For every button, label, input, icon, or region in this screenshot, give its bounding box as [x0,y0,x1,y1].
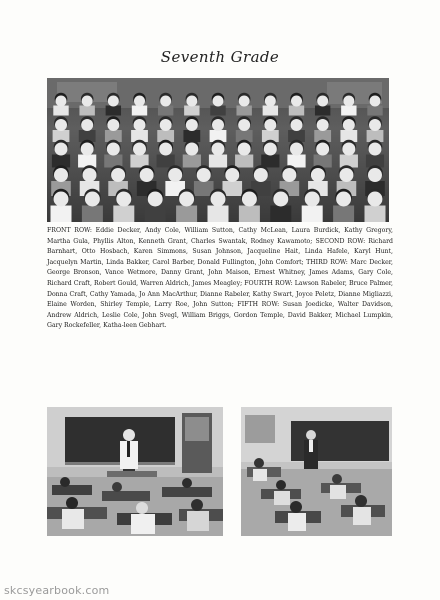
classroom-photo-desks [241,407,392,536]
site-watermark: skcsyearbook.com [4,584,110,597]
photo-caption: FRONT ROW: Eddie Decker, Andy Cole, William Sutton, Cathy McLean, Laura Burdick, Kathy Gregory, Martha Gula, Phyllis Alton, Kenneth Grant, Charles Swantak, Rodney Kawamoto; SECOND ROW: Richard Barnhart, Otto Hosbach, Karen Simmons, Susan Johnson, Jacqueline Hait, Linda Hafele, Karyl Hunt, Jacquelyn Martin, Linda Bakker, Carol Barber, Donald Fullington, John Comfort; THIRD ROW: Marc Decker, George Bronson, Vance Wetmore, Danny Grant, John Maison, Ernest Whitney, James Adams, Gary Cole, Richard Craft, Robert Gould, Warren Aldrich, James Meagley; FOURTH ROW: Lawson Rabeler, Bruce Palmer, Donna Craft, Cathy Yamada, Jo Ann MacArthur, Dianne Rabeler, Kathy Swart, Joyce Peletz, Dianne Migliazzi, Elaine Worden, Shirley Temple, Larry Roe, John Sutton; FIFTH ROW: Susan Joedicke, Walter Davidson, Andrew Aldrich, Leslie Cole, John Svegl, William Briggs, Gordon Temple, David Bakker, Michael Lumpkin, Gary Rockefeller, Katha-leen Gebhart. [47,227,393,330]
class-group-photo [47,78,389,222]
page-title: Seventh Grade [160,48,280,66]
classroom-photo-teacher [47,407,223,536]
